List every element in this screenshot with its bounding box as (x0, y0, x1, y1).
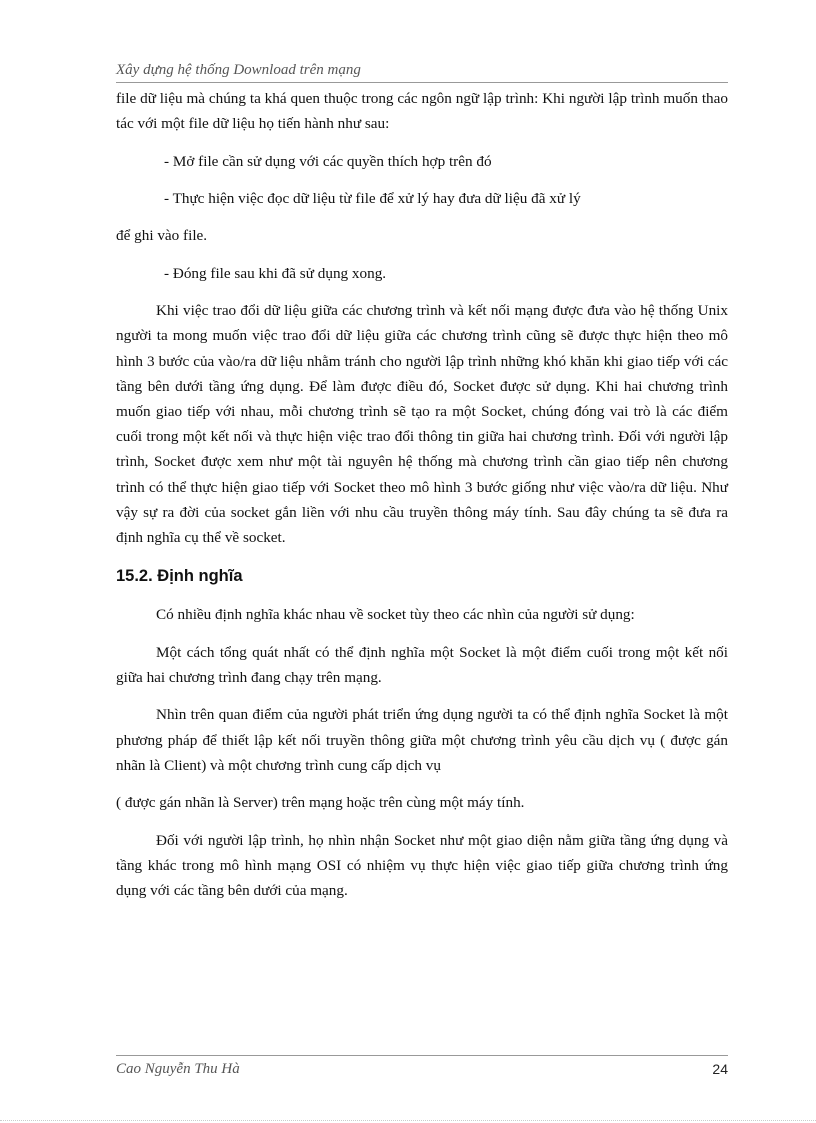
paragraph-programmer-definition: Đối với người lập trình, họ nhìn nhận Socket như một giao diện nằm giữa tầng ứng dụng và tầng khác trong mô hình mạng OSI có nhiệm vụ thực hiện việc giao tiếp giữa chương trình ứng dụng với các tầng bên dưới của mạng. (116, 831, 728, 899)
page-body (116, 86, 728, 915)
list-item-read-write-continued: để ghi vào file. (116, 227, 208, 245)
paragraph-file-intro: file dữ liệu mà chúng ta khá quen thuộc trong các ngôn ngữ lập trình: Khi người lập trình muốn thao tác với một file dữ liệu họ tiến hành như sau: (116, 90, 728, 133)
list-item-read-write: - Thực hiện việc đọc dữ liệu từ file để xử lý hay đưa dữ liệu đã xử lý (164, 189, 581, 207)
section-heading-definition: 15.2. Định nghĩa (116, 567, 243, 586)
page-bottom-edge (0, 1120, 816, 1121)
footer-author: Cao Nguyễn Thu Hà (116, 1061, 240, 1077)
list-item-close-file: - Đóng file sau khi đã sử dụng xong. (164, 264, 387, 282)
paragraph-definitions-intro: Có nhiều định nghĩa khác nhau về socket tùy theo các nhìn của người sử dụng: (156, 606, 635, 624)
page-number: 24 (712, 1061, 728, 1077)
paragraph-general-definition: Một cách tổng quát nhất có thể định nghĩa một Socket là một điểm cuối trong một kết nối giữa hai chương trình đang chạy trên mạng. (116, 643, 728, 686)
paragraph-developer-definition: Nhìn trên quan điểm của người phát triển ứng dụng người ta có thể định nghĩa Socket là một phương pháp để thiết lập kết nối truyền thông giữa một chương trình yêu cầu dịch vụ ( được gán nhãn là Client) và một chương trình cung cấp dịch vụ (116, 706, 728, 774)
paragraph-developer-definition-continued: ( được gán nhãn là Server) trên mạng hoặc trên cùng một máy tính. (116, 794, 525, 812)
footer-divider (116, 1055, 728, 1056)
running-header: Xây dựng hệ thống Download trên mạng (116, 62, 728, 83)
paragraph-socket-origin: Khi việc trao đổi dữ liệu giữa các chương trình và kết nối mạng được đưa vào hệ thống Unix người ta mong muốn việc trao đổi dữ liệu giữa các chương trình cũng sẽ được thực hiện theo mô hình 3 bước của vào/ra dữ liệu nhằm tránh cho người lập trình những khó khăn khi giao tiếp với các tầng bên dưới tầng ứng dụng. Để làm được điều đó, Socket được sử dụng. Khi hai chương trình muốn giao tiếp với nhau, mỗi chương trình sẽ tạo ra một Socket, chúng đóng vai trò là các điểm cuối trong một kết nối và thực hiện việc trao đổi thông tin giữa hai chương trình. Đối với người lập trình, Socket được xem như một tài nguyên hệ thống mà chương trình cần giao tiếp nên chương trình có thể thực hiện giao tiếp với Socket theo mô hình 3 bước giống như việc vào/ra dữ liệu. Như vậy sự ra đời của socket gắn liền với nhu cầu truyền thông máy tính. Sau đây chúng ta sẽ đưa ra định nghĩa cụ thể về socket. (116, 302, 728, 546)
list-item-open-file: - Mở file cần sử dụng với các quyền thích hợp trên đó (164, 152, 492, 170)
